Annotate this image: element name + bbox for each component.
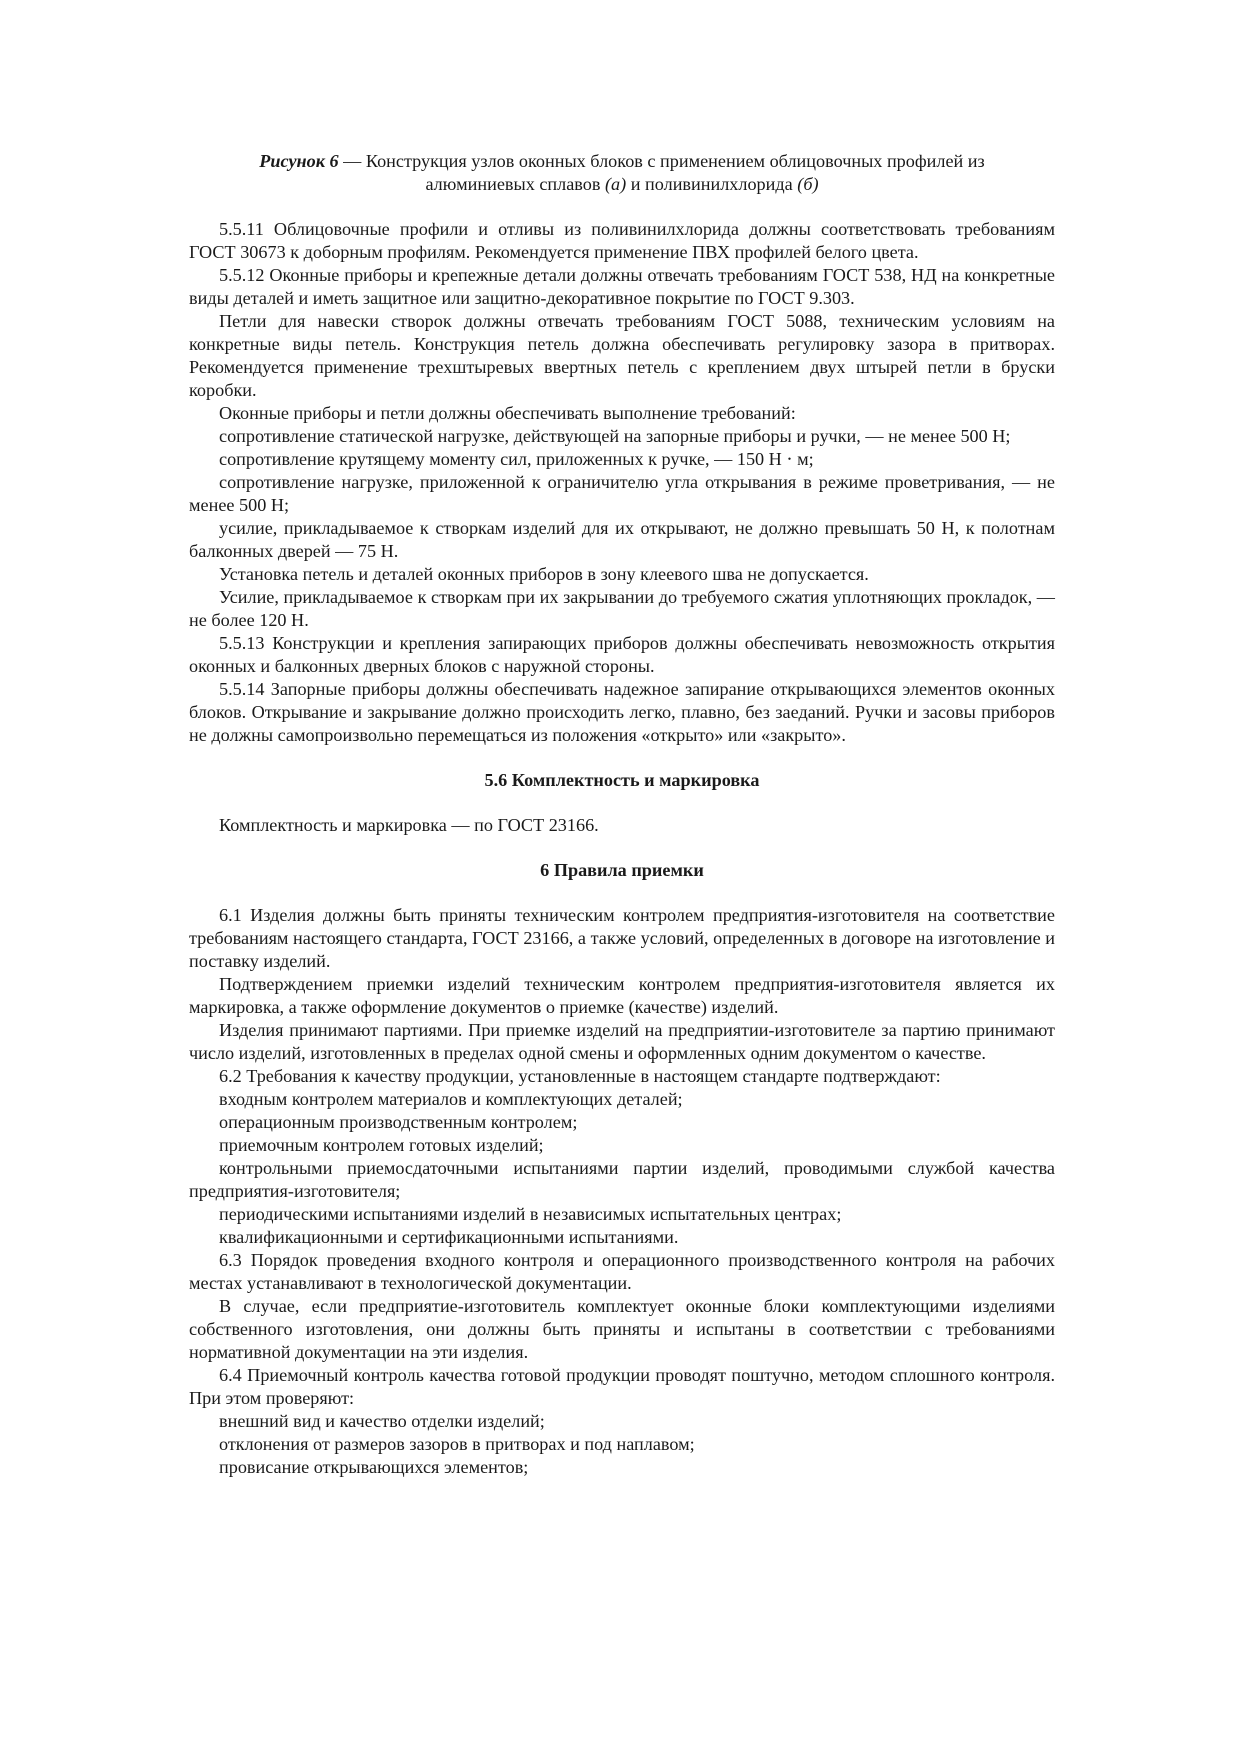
paragraph: 6.3 Порядок проведения входного контроля и операционного производственного контроля на рабочих местах устанавливают в технологической документации. bbox=[189, 1250, 1055, 1293]
section-heading-6: 6 Правила приемки bbox=[540, 860, 704, 880]
paragraph: Комплектность и маркировка — по ГОСТ 23166. bbox=[219, 815, 599, 835]
figure-caption bbox=[189, 150, 1055, 196]
caption-variant-b: (б) bbox=[797, 174, 819, 194]
paragraph: усилие, прикладываемое к створкам изделий для их открывают, не должно превышать 50 Н, к полотнам балконных дверей — 75 Н. bbox=[189, 518, 1055, 561]
section-heading-5-6: 5.6 Комплектность и маркировка bbox=[484, 770, 760, 790]
paragraph: Усилие, прикладываемое к створкам при их закрывании до требуемого сжатия уплотняющих прокладок, — не более 120 Н. bbox=[189, 587, 1055, 630]
caption-variant-a: (а) bbox=[604, 174, 627, 194]
paragraph: операционным производственным контролем; bbox=[219, 1112, 578, 1132]
paragraph: Петли для навески створок должны отвечать требованиям ГОСТ 5088, техническим условиям на конкретные виды петель. Конструкция петель должна обеспечивать регулировку зазора в притворах. Рекомендуется применение трехштыревых ввертных петель с креплением двух штырей петли в бруски коробки. bbox=[189, 311, 1055, 400]
paragraph: В случае, если предприятие-изготовитель комплектует оконные блоки комплектующими изделиями собственного изготовления, они должны быть приняты и испытаны в соответствии с требованиями нормативной документации на эти изделия. bbox=[189, 1296, 1055, 1362]
paragraph: контрольными приемосдаточными испытаниями партии изделий, проводимыми службой качества предприятия-изготовителя; bbox=[189, 1158, 1055, 1201]
figure-label: Рисунок 6 bbox=[259, 151, 339, 171]
paragraph: 5.5.11 Облицовочные профили и отливы из поливинилхлорида должны соответствовать требованиям ГОСТ 30673 к доборным профилям. Рекомендуется применение ПВХ профилей белого цвета. bbox=[189, 219, 1055, 262]
paragraph: Установка петель и деталей оконных приборов в зону клеевого шва не допускается. bbox=[219, 564, 869, 584]
requirements-block bbox=[189, 218, 1055, 747]
paragraph: 6.1 Изделия должны быть приняты техническим контролем предприятия-изготовителя на соответствие требованиям настоящего стандарта, ГОСТ 23166, а также условий, определенных в договоре на изготовление и поставку изделий. bbox=[189, 905, 1055, 971]
paragraph: сопротивление нагрузке, приложенной к ограничителю угла открывания в режиме проветривания, — не менее 500 Н; bbox=[189, 472, 1055, 515]
document-page bbox=[189, 150, 1055, 1479]
paragraph: периодическими испытаниями изделий в независимых испытательных центрах; bbox=[219, 1204, 842, 1224]
caption-text-2: и поливинилхлорида bbox=[626, 174, 798, 194]
paragraph: 5.5.14 Запорные приборы должны обеспечивать надежное запирание открывающихся элементов оконных блоков. Открывание и закрывание должно происходить легко, плавно, без заеданий. Ручки и засовы приборов не должны самопроизвольно перемещаться из положения «открыто» или «закрыто». bbox=[189, 679, 1055, 745]
paragraph: входным контролем материалов и комплектующих деталей; bbox=[219, 1089, 683, 1109]
paragraph: 5.5.13 Конструкции и крепления запирающих приборов должны обеспечивать невозможность открытия оконных и балконных дверных блоков с наружной стороны. bbox=[189, 633, 1055, 676]
paragraph: сопротивление крутящему моменту сил, приложенных к ручке, — 150 Н ⋅ м; bbox=[219, 449, 814, 469]
paragraph: Изделия принимают партиями. При приемке изделий на предприятии-изготовителе за партию принимают число изделий, изготовленных в пределах одной смены и оформленных одним документом о качестве. bbox=[189, 1020, 1055, 1063]
caption-text-1: — Конструкция узлов оконных блоков с применением облицовочных профилей из алюминиевых сплавов bbox=[338, 151, 985, 194]
paragraph: отклонения от размеров зазоров в притворах и под наплавом; bbox=[219, 1434, 695, 1454]
paragraph: сопротивление статической нагрузке, действующей на запорные приборы и ручки, — не менее 500 Н; bbox=[219, 426, 1011, 446]
paragraph: 5.5.12 Оконные приборы и крепежные детали должны отвечать требованиям ГОСТ 538, НД на конкретные виды деталей и иметь защитное или защитно-декоративное покрытие по ГОСТ 9.303. bbox=[189, 265, 1055, 308]
paragraph: 6.2 Требования к качеству продукции, установленные в настоящем стандарте подтверждают: bbox=[219, 1066, 941, 1086]
paragraph: квалификационными и сертификационными испытаниями. bbox=[219, 1227, 679, 1247]
paragraph: Подтверждением приемки изделий техническим контролем предприятия-изготовителя является их маркировка, а также оформление документов о приемке (качестве) изделий. bbox=[189, 974, 1055, 1017]
paragraph: внешний вид и качество отделки изделий; bbox=[219, 1411, 545, 1431]
paragraph: Оконные приборы и петли должны обеспечивать выполнение требований: bbox=[219, 403, 796, 423]
paragraph: провисание открывающихся элементов; bbox=[219, 1457, 529, 1477]
paragraph: приемочным контролем готовых изделий; bbox=[219, 1135, 544, 1155]
acceptance-rules-block bbox=[189, 904, 1055, 1479]
paragraph: 6.4 Приемочный контроль качества готовой продукции проводят поштучно, методом сплошного контроля. При этом проверяют: bbox=[189, 1365, 1055, 1408]
